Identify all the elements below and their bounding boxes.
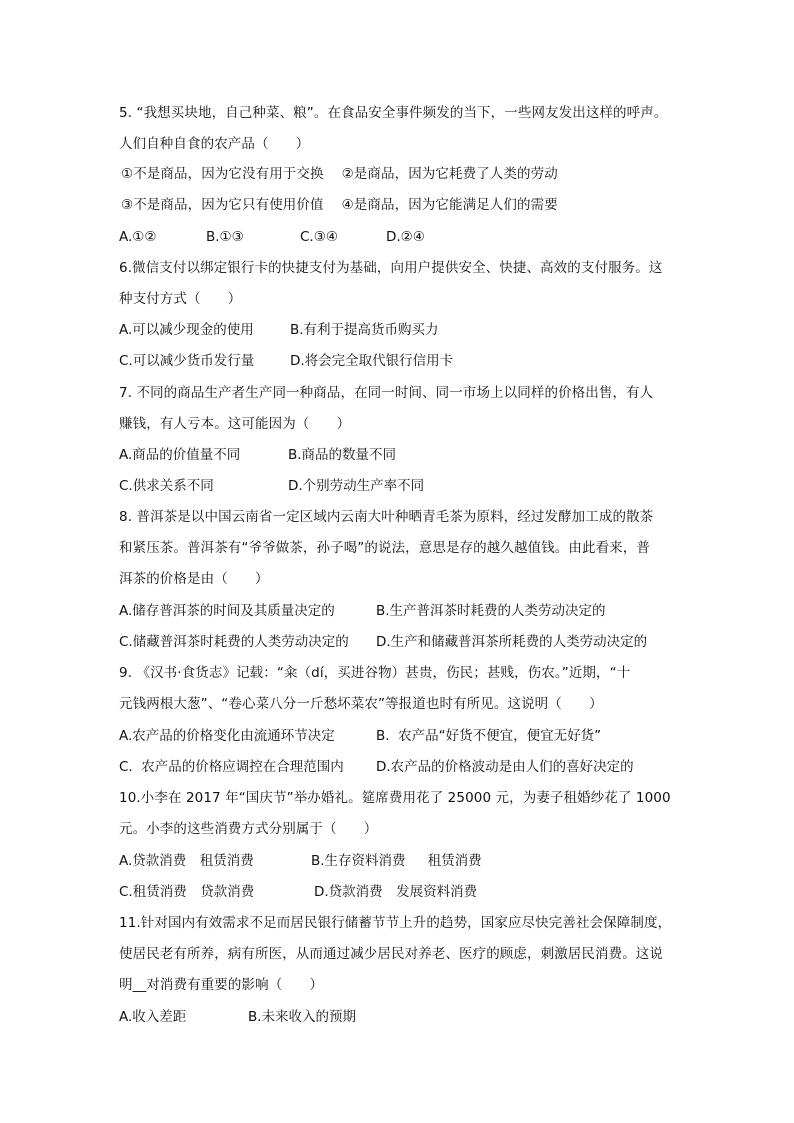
- question-11-option-b: B.未来收入的预期: [248, 1009, 357, 1025]
- question-9-option-a: A.农产品的价格变化由流通环节决定: [119, 728, 335, 744]
- question-7-option-c: C.供求关系不同: [119, 478, 214, 494]
- question-6-line-1: 6.微信支付以绑定银行卡的快捷支付为基础，向用户提供安全、快捷、高效的支付服务。这: [119, 260, 663, 276]
- question-8-line-1: 8. 普洱茶是以中国云南省一定区域内云南大叶种晒青毛茶为原料，经过发酵加工成的散茶: [119, 509, 654, 525]
- question-5-option-a: A.①②: [119, 229, 157, 245]
- question-5-option-d: D.②④: [386, 229, 425, 245]
- question-6-option-a: A.可以减少现金的使用: [119, 322, 254, 338]
- question-9-line-1: 9. 《汉书·食货志》记载：“籴（dí，买进谷物）甚贵，伤民；甚贱，伤农。”近期，“十: [119, 665, 631, 681]
- question-7-line-2: 赚钱，有人亏本。这可能因为（ ）: [119, 416, 351, 432]
- question-7-option-b: B.商品的数量不同: [288, 447, 397, 463]
- question-6-option-b: B.有利于提高货币购买力: [290, 322, 439, 338]
- question-7-option-d: D.个别劳动生产率不同: [288, 478, 425, 494]
- question-10-line-2: 元。小李的这些消费方式分别属于（ ）: [119, 821, 378, 837]
- question-6-option-c: C.可以减少货币发行量: [119, 353, 255, 369]
- question-6-line-2: 种支付方式（ ）: [119, 291, 242, 307]
- question-5-statement-2: ③不是商品，因为它只有使用价值 ④是商品，因为它能满足人们的需要: [121, 197, 558, 213]
- question-8-option-b: B.生产普洱茶时耗费的人类劳动决定的: [376, 603, 606, 619]
- question-5-option-c: C.③④: [300, 229, 338, 245]
- question-9-option-b: B. 农产品“好货不便宜，便宜无好货”: [376, 728, 602, 744]
- question-8-line-3: 洱茶的价格是由（ ）: [119, 571, 269, 587]
- question-10-option-c: C.租赁消费 贷款消费: [119, 884, 255, 900]
- question-11-option-a: A.收入差距: [119, 1009, 187, 1025]
- question-10-line-1: 10.小李在 2017 年“国庆节”举办婚礼。筵席费用花了 25000 元，为妻子租婚纱花了 1000: [119, 790, 671, 806]
- question-5-option-b: B.①③: [206, 229, 244, 245]
- question-11-line-3: 明__对消费有重要的影响（ ）: [119, 977, 324, 993]
- question-8-option-c: C.储藏普洱茶时耗费的人类劳动决定的: [119, 634, 349, 650]
- question-9-line-2: 元钱两根大葱”、“卷心菜八分一斤愁坏菜农”等报道也时有所见。这说明（ ）: [119, 696, 603, 712]
- question-7-line-1: 7. 不同的商品生产者生产同一种商品，在同一时间、同一市场上以同样的价格出售，有人: [119, 385, 654, 401]
- question-9-option-d: D.农产品的价格波动是由人们的喜好决定的: [376, 759, 634, 775]
- question-8-option-d: D.生产和储藏普洱茶所耗费的人类劳动决定的: [376, 634, 648, 650]
- question-6-option-d: D.将会完全取代银行信用卡: [290, 353, 454, 369]
- question-11-line-1: 11.针对国内有效需求不足而居民银行储蓄节节上升的趋势，国家应尽快完善社会保障制度，: [119, 915, 672, 931]
- question-5-statement-1: ①不是商品，因为它没有用于交换 ②是商品，因为它耗费了人类的劳动: [121, 166, 558, 182]
- question-8-option-a: A.储存普洱茶的时间及其质量决定的: [119, 603, 335, 619]
- question-10-option-b: B.生存资料消费 租赁消费: [311, 853, 482, 869]
- question-9-option-c: C. 农产品的价格应调控在合理范围内: [119, 759, 344, 775]
- question-10-option-a: A.贷款消费 租赁消费: [119, 853, 254, 869]
- question-8-line-2: 和紧压茶。普洱茶有“爷爷做茶，孙子喝”的说法，意思是存的越久越值钱。由此看来，普: [119, 540, 650, 556]
- question-5-line-1: 5. “我想买块地，自己种菜、粮”。在食品安全事件频发的当下，一些网友发出这样的呼声。: [119, 105, 668, 121]
- question-11-line-2: 使居民老有所养，病有所医，从而通过减少居民对养老、医疗的顾虑，刺激居民消费。这说: [119, 946, 663, 962]
- question-10-option-d: D.贷款消费 发展资料消费: [314, 884, 478, 900]
- question-5-line-2: 人们自种自食的农产品（ ）: [119, 136, 310, 152]
- question-7-option-a: A.商品的价值量不同: [119, 447, 241, 463]
